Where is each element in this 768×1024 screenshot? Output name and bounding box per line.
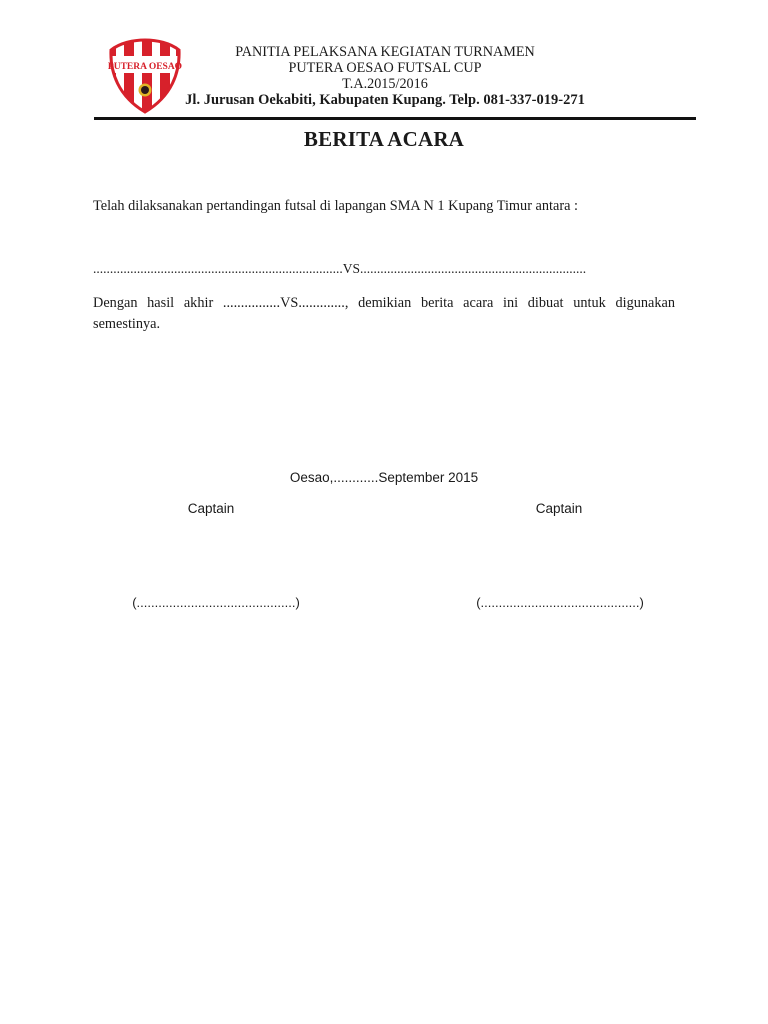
intro-paragraph: Telah dilaksanakan pertandingan futsal di lapangan SMA N 1 Kupang Timur antara : — [93, 198, 578, 214]
event-name: PUTERA OESAO FUTSAL CUP — [288, 60, 482, 76]
organizer-name: PANITIA PELAKSANA KEGIATAN TURNAMEN — [235, 44, 535, 60]
svg-text:PUTERA OESAO: PUTERA OESAO — [107, 62, 183, 72]
academic-year: T.A.2015/2016 — [342, 76, 428, 92]
teams-vs-line: ..........................................................................VS................................................................... — [93, 261, 587, 276]
right-signature-line: (............................................) — [476, 595, 644, 610]
letterhead-divider — [94, 117, 696, 120]
left-captain-label: Captain — [187, 501, 235, 516]
address-line: Jl. Jurusan Oekabiti, Kabupaten Kupang. Telp. 081-337-019-271 — [185, 92, 585, 108]
result-paragraph: Dengan hasil akhir ................VS............., demikian berita acara ini dibuat untuk digunakan semestinya. — [93, 295, 675, 332]
right-captain-label: Captain — [535, 501, 583, 516]
place-date: Oesao,............September 2015 — [289, 470, 479, 485]
document-title: BERITA ACARA — [303, 127, 465, 151]
left-signature-line: (............................................) — [132, 595, 300, 610]
letterhead — [170, 44, 600, 108]
